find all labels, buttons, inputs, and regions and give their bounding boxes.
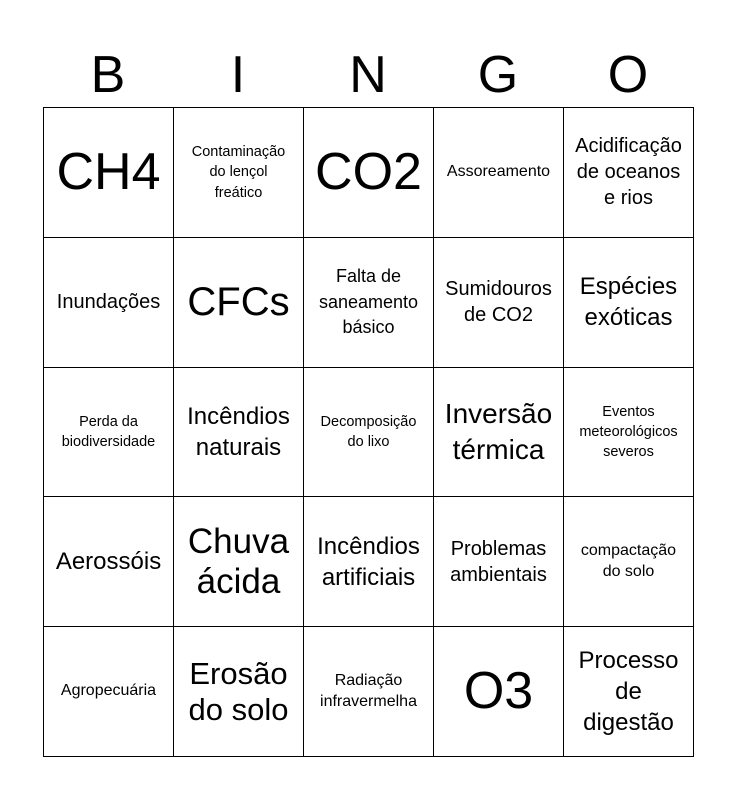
bingo-cell[interactable] [44,108,174,238]
bingo-cell[interactable] [174,368,304,498]
cell-text: Falta de saneamento básico [318,266,419,337]
bingo-cell[interactable] [304,627,434,757]
cell-text: Agropecuária [60,682,157,700]
cell-text: Incêndios artificiais [317,532,420,591]
cell-text: CO2 [315,142,422,201]
cell-text: CH4 [56,142,161,201]
bingo-cell[interactable] [434,238,564,368]
cell-text: CFCs [187,280,290,325]
cell-text: Assoreamento [446,163,551,180]
bingo-cell[interactable] [434,108,564,238]
bingo-cell[interactable] [564,368,694,498]
bingo-cell[interactable] [44,368,174,498]
cell-text: Radiação infravermelha [320,671,417,710]
header-letter-g: G [477,46,519,104]
cell-text: compactação do solo [580,541,677,580]
cell-text: Decomposição do lixo [320,413,417,450]
bingo-header [43,44,693,106]
bingo-cell[interactable] [44,238,174,368]
cell-text: Incêndios naturais [187,402,290,461]
bingo-cell[interactable] [434,627,564,757]
bingo-cell[interactable] [304,238,434,368]
bingo-cell[interactable] [174,238,304,368]
header-letter-b: B [90,46,126,104]
bingo-cell[interactable] [564,627,694,757]
bingo-cell[interactable] [304,108,434,238]
bingo-board [43,107,694,757]
header-letter-i: I [230,46,246,104]
bingo-cell[interactable] [44,497,174,627]
bingo-cell[interactable] [564,108,694,238]
header-letter-n: N [349,46,387,104]
bingo-cell[interactable] [174,627,304,757]
bingo-cell[interactable] [434,368,564,498]
cell-text: Acidificação de oceanos e rios [575,135,682,210]
cell-text: Problemas ambientais [450,537,547,586]
cell-text: Perda da biodiversidade [61,413,156,450]
cell-text: Inundações [56,291,161,314]
cell-text: Chuva ácida [187,521,290,601]
bingo-cell[interactable] [564,238,694,368]
bingo-cell[interactable] [174,497,304,627]
cell-text: Contaminação do lençol freático [191,143,286,201]
bingo-cell[interactable] [564,497,694,627]
bingo-cell[interactable] [434,497,564,627]
bingo-cell[interactable] [44,627,174,757]
cell-text: O3 [463,662,534,720]
bingo-cell[interactable] [304,497,434,627]
header-letter-o: O [607,46,649,104]
cell-text: Eventos meteorológicos severos [579,403,678,461]
cell-text: Espécies exóticas [579,273,678,332]
cell-text: Aerossóis [55,548,162,576]
bingo-cell[interactable] [304,368,434,498]
cell-text: Erosão do solo [188,655,289,727]
bingo-cell[interactable] [174,108,304,238]
cell-text: Sumidouros de CO2 [445,278,552,327]
cell-text: Processo de digestão [578,646,679,737]
cell-text: Inversão térmica [444,397,553,465]
